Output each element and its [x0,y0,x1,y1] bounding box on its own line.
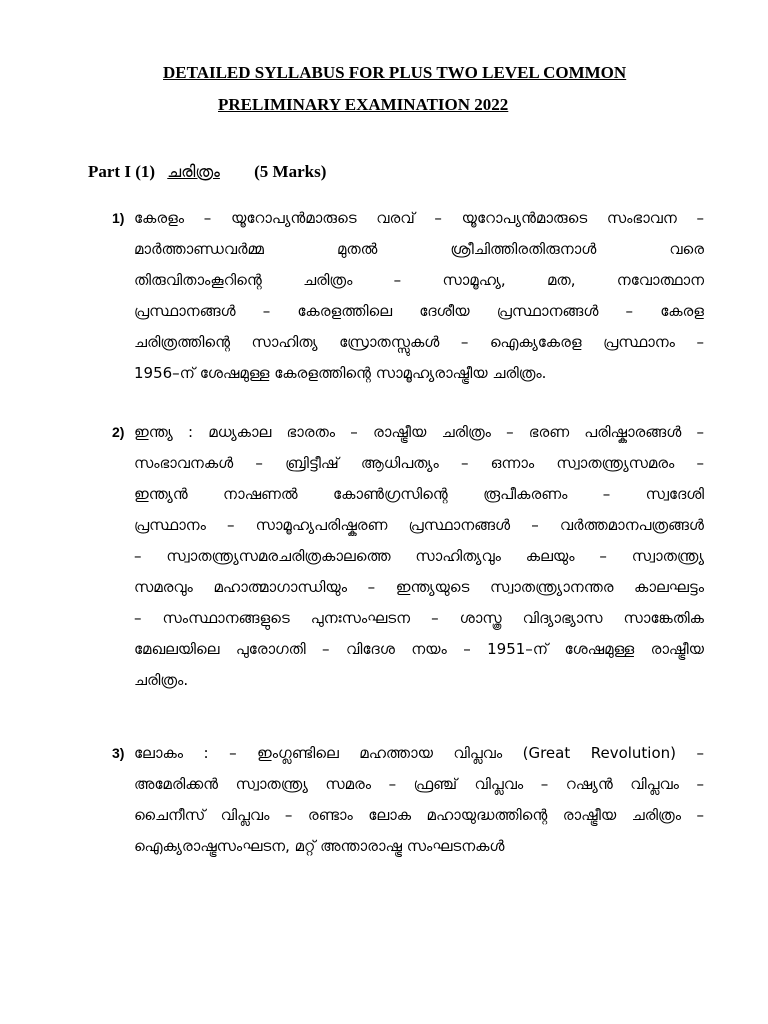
item-line: ചരിത്രം. [134,671,189,689]
item-line: 1956–ന് ശേഷമുള്ള കേരളത്തിന്റെ സാമൂഹ്യരാഷ്ട്രീയ ചരിത്രം. [134,364,547,382]
part-heading [88,162,326,182]
item-number: 1) [112,210,125,226]
item-body [134,203,704,389]
item-line: ലോകം : – ഇംഗ്ലണ്ടിലെ മഹത്തായ വിപ്ലവം (Great Revolution) – [134,744,704,762]
item-body [134,738,704,862]
part-subject: ചരിത്രം [167,162,220,181]
item-line: മേഖലയിലെ പുരോഗതി – വിദേശ നയം – 1951–ന് ശേഷമുള്ള രാഷ്ട്രീയ [134,640,704,658]
item-number: 2) [112,424,125,440]
item-line: തിരുവിതാംകൂറിന്റെ ചരിത്രം – സാമൂഹ്യ, മത, നവോത്ഥാന [134,271,704,289]
item-number: 3) [112,745,125,761]
item-line: പ്രസ്ഥാനം – സാമൂഹ്യപരിഷ്കരണ പ്രസ്ഥാനങ്ങൾ – വർത്തമാനപത്രങ്ങൾ [134,516,704,534]
item-body [134,417,704,696]
item-line: സംഭാവനകൾ – ബ്രിട്ടീഷ് ആധിപത്യം – ഒന്നാം സ്വാതന്ത്ര്യസമരം – [134,454,704,472]
item-line: ഐക്യരാഷ്ട്രസംഘടന, മറ്റ് അന്താരാഷ്ട്ര സംഘടനകൾ [134,837,505,855]
item-line: കേരളം – യൂറോപ്യൻമാരുടെ വരവ് – യൂറോപ്യൻമാരുടെ സംഭാവന – [134,209,704,227]
item-line: അമേരിക്കൻ സ്വാതന്ത്ര്യ സമരം – ഫ്രഞ്ച് വിപ്ലവം – റഷ്യൻ വിപ്ലവം – [134,775,704,793]
item-line: ചൈനീസ് വിപ്ലവം – രണ്ടാം ലോക മഹായുദ്ധത്തിന്റെ രാഷ്ട്രീയ ചരിത്രം – [134,806,704,824]
item-line: ചരിത്രത്തിന്റെ സാഹിത്യ സ്രോതസ്സുകൾ – ഐക്യകേരള പ്രസ്ഥാനം – [134,333,704,351]
syllabus-item-2 [112,417,710,696]
item-line: – സംസ്ഥാനങ്ങളുടെ പുനഃസംഘടന – ശാസ്ത്ര വിദ്യാഭ്യാസ സാങ്കേതിക [134,609,704,627]
item-line: – സ്വാതന്ത്ര്യസമരചരിത്രകാലത്തെ സാഹിത്യവും കലയും – സ്വാതന്ത്ര്യ [134,547,704,565]
item-line: സമരവും മഹാത്മാഗാന്ധിയും – ഇന്ത്യയുടെ സ്വാതന്ത്ര്യാനന്തര കാലഘട്ടം [134,578,704,596]
item-line: ഇന്ത്യൻ നാഷണൽ കോൺഗ്രസിന്റെ രൂപീകരണം – സ്വദേശി [134,485,704,503]
part-label: Part I (1) [88,162,156,181]
document-title-line-1: DETAILED SYLLABUS FOR PLUS TWO LEVEL COMMON [163,63,627,82]
item-line: പ്രസ്ഥാനങ്ങൾ – കേരളത്തിലെ ദേശീയ പ്രസ്ഥാനങ്ങൾ – കേരള [134,302,704,320]
syllabus-item-3 [112,738,710,862]
item-line: ഇന്ത്യ : മധ്യകാല ഭാരതം – രാഷ്ട്രീയ ചരിത്രം – ഭരണ പരിഷ്കാരങ്ങൾ – [134,423,704,441]
syllabus-item-1 [112,203,710,389]
item-line: മാർത്താണ്ഡവർമ്മ മുതൽ ശ്രീചിത്തിരതിരുനാൾ വരെ [134,240,704,258]
part-marks: (5 Marks) [254,162,327,181]
document-title-line-2: PRELIMINARY EXAMINATION 2022 [218,95,509,114]
